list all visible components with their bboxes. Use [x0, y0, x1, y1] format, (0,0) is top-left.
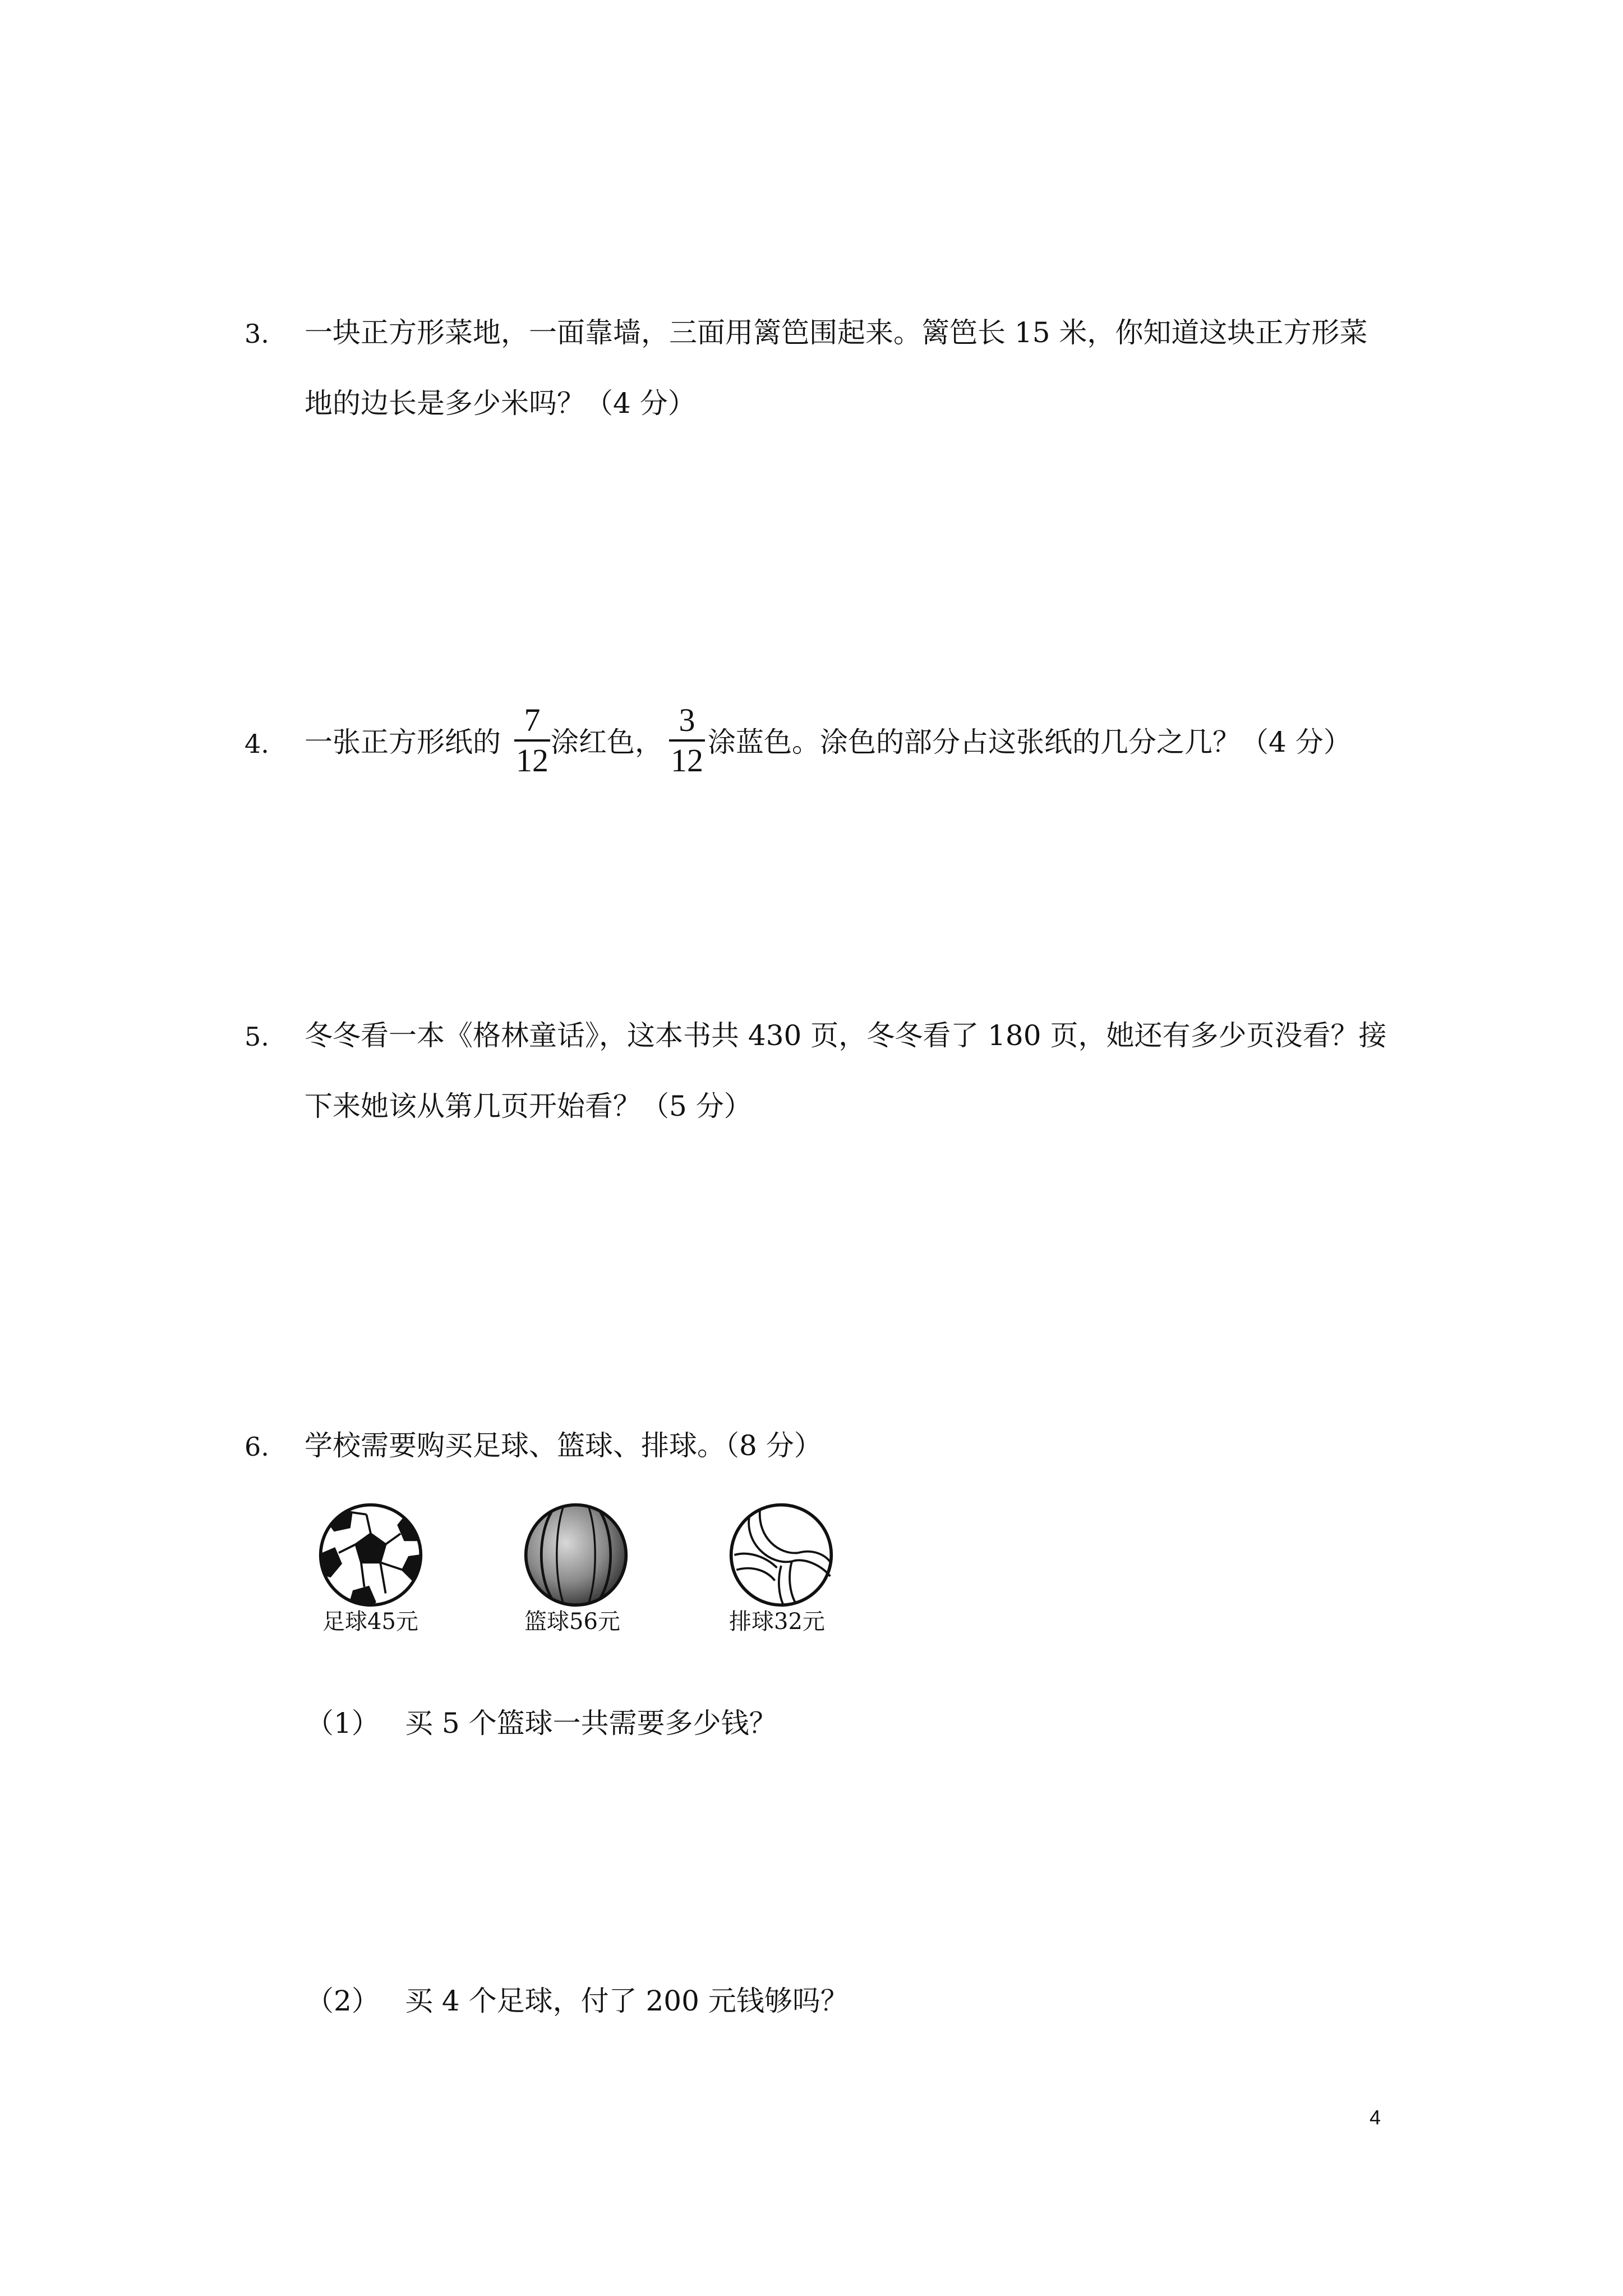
- question-6-line-1: 学校需要购买足球、篮球、排球。（8 分）: [305, 1429, 822, 1462]
- fraction-2-bar: [669, 739, 705, 742]
- volleyball-icon: [728, 1502, 834, 1608]
- question-5-line-1: 冬冬看一本《格林童话》，这本书共 430 页，冬冬看了 180 页，她还有多少页没看？接: [305, 1019, 1387, 1052]
- fraction-2-denominator: 12: [671, 742, 703, 779]
- page-number: 4: [1370, 2106, 1381, 2129]
- volleyball-price-label: 排球32元: [729, 1609, 825, 1635]
- fraction-1-denominator: 12: [516, 742, 548, 779]
- fraction-1-bar: [514, 739, 550, 742]
- sub-question-1-number: （1）: [306, 1707, 380, 1740]
- soccer-ball-price-label: 足球45元: [322, 1609, 418, 1635]
- fraction-three-twelfths: [667, 702, 707, 779]
- question-5-line-2: 下来她该从第几页开始看？（5 分）: [305, 1090, 752, 1122]
- sub-question-2-number: （2）: [306, 1985, 380, 2017]
- question-5-number: 5.: [245, 1022, 269, 1052]
- fraction-seven-twelfths: [513, 702, 552, 779]
- sub-question-1-text: 买 5 个篮球一共需要多少钱？: [405, 1707, 777, 1740]
- question-3-number: 3.: [245, 319, 269, 349]
- question-4-text-part-3: 涂蓝色。涂色的部分占这张纸的几分之几？（4 分）: [708, 726, 1352, 758]
- sub-question-2-text: 买 4 个足球，付了 200 元钱够吗？: [405, 1985, 849, 2017]
- fraction-2-numerator: 3: [679, 702, 695, 738]
- question-4-number: 4.: [245, 729, 269, 759]
- question-4-text-part-1: 一张正方形纸的: [305, 726, 501, 758]
- question-4-text-part-2: 涂红色，: [551, 726, 663, 758]
- question-6-number: 6.: [245, 1432, 269, 1462]
- soccer-ball-icon: [317, 1502, 424, 1608]
- question-3-line-1: 一块正方形菜地，一面靠墙，三面用篱笆围起来。篱笆长 15 米，你知道这块正方形菜: [305, 316, 1368, 349]
- question-3-line-2: 地的边长是多少米吗？（4 分）: [305, 387, 696, 420]
- basketball-price-label: 篮球56元: [524, 1609, 620, 1635]
- basketball-icon: [523, 1502, 629, 1608]
- fraction-1-numerator: 7: [524, 702, 541, 738]
